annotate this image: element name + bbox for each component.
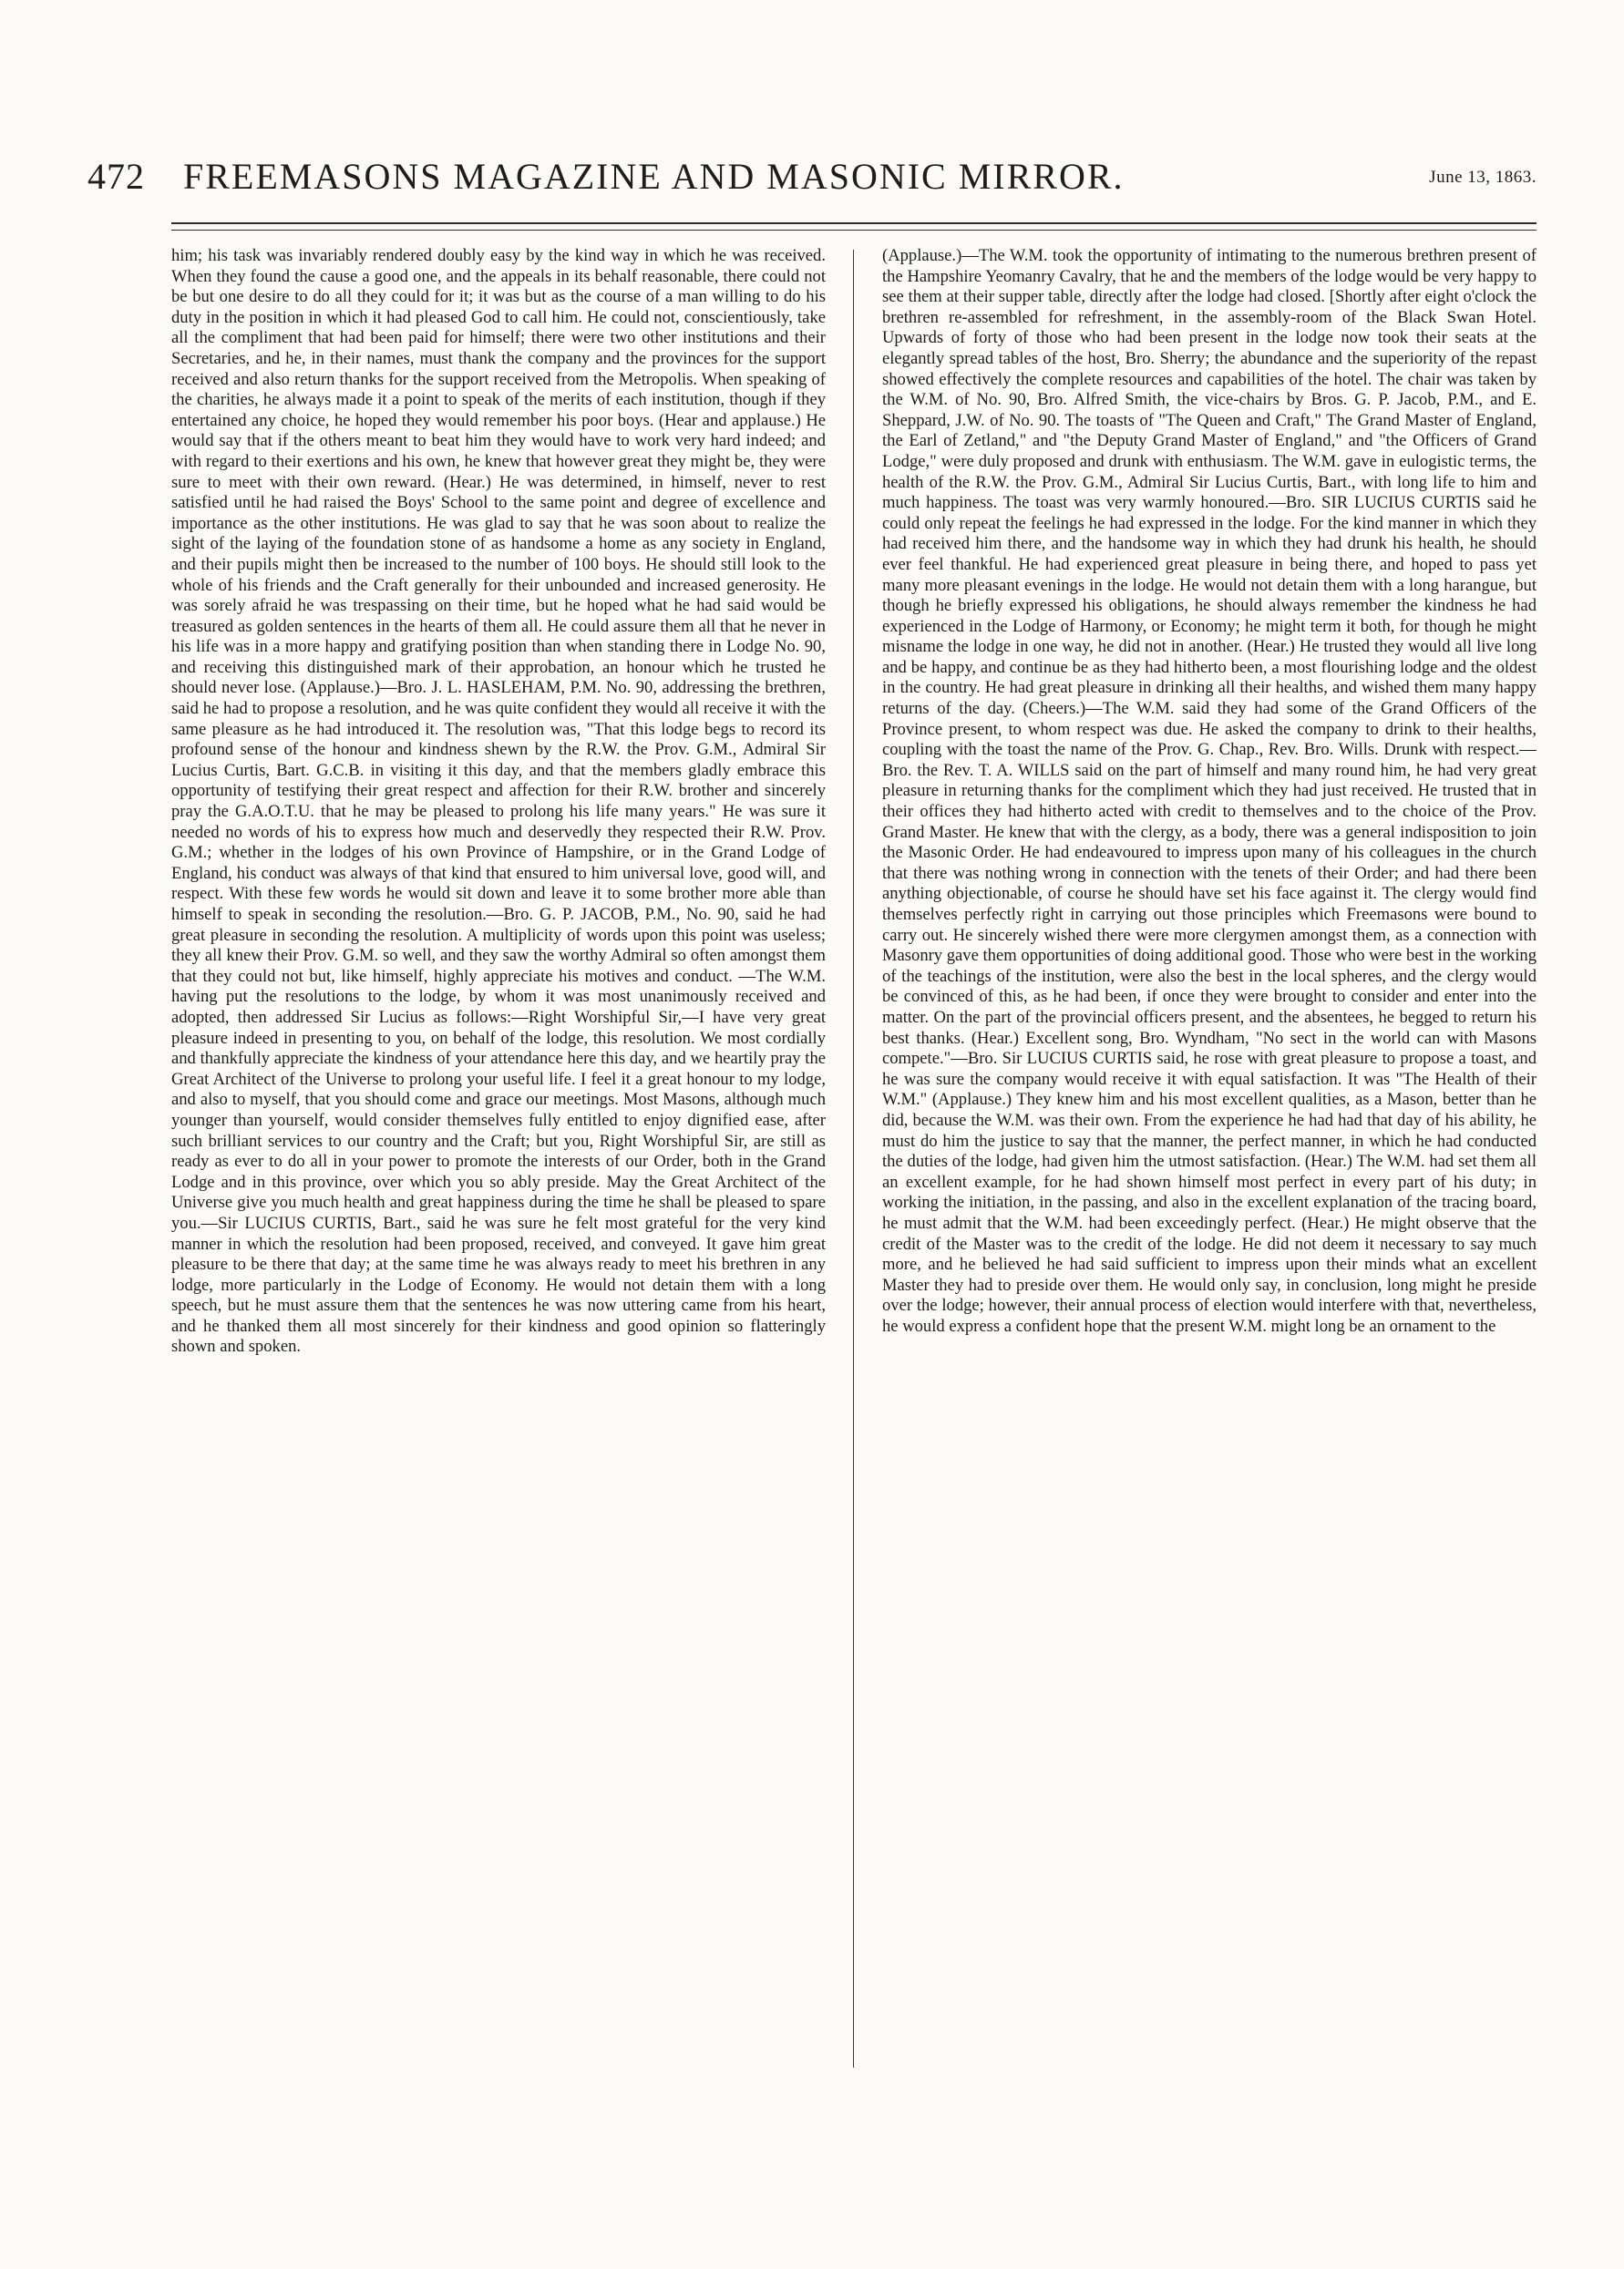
left-column-text: him; his task was invariably rendered doubly easy by the kind way in which he was received. When they found the cause a good one, and the appeals in its behalf reasonable, there could not be but one desire to do all they could for it; it was but as the course of a man willing to do his duty in the position in which it had pleased God to call him. He could not, conscientiously, take all the compliment that had been paid for himself; there were two other institutions and their Secretaries, and he, in their names, must thank the company and the provinces for the support received and also return thanks for the support received from the Metropolis. When speaking of the charities, he always made it a point to speak of the merits of each institution, though if they entertained any choice, he hoped they would remember his poor boys. (Hear and applause.) He would say that if the others meant to beat him they would have to work very hard indeed; and with regard to their exertions and his own, he knew that however great they might be, they were sure to meet with their own reward. (Hear.) He was determined, in himself, never to rest satisfied until he had raised the Boys' School to the same point and degree of excellence and importance as the other institutions. He was glad to say that he was soon about to realize the sight of the laying of the foundation stone of as handsome a home as any society in England, and their pupils might then be increased to the number of 100 boys. He should still look to the whole of his friends and the Craft generally for their unbounded and increased generosity. He was sorely afraid he was trespassing on their time, but he hoped what he had said would be treasured as golden sentences in the hearts of them all. He could assure them all that he never in his life was in a more happy and gratifying position than when standing there in Lodge No. 90, and receiving this distinguished mark of their approbation, an honour which he trusted he should never lose. (Applause.)—Bro. J. L. HASLEHAM, P.M. No. 90, addressing the brethren, said he had to propose a resolution, and he was quite confident they would all receive it with the same pleasure as he had introduced it. The resolution was, "That this lodge begs to record its profound sense of the honour and kindness shewn by the R.W. the Prov. G.M., Admiral Sir Lucius Curtis, Bart. G.C.B. in visiting it this day, and that the members gladly embrace this opportunity of testifying their great respect and affection for their R.W. brother and sincerely pray the G.A.O.T.U. that he may be pleased to prolong his life many years." He was sure it needed no words of his to express how much and deservedly they respected their R.W. Prov. G.M.; whether in the lodges of his own Province of Hampshire, or in the Grand Lodge of England, his conduct was always of that kind that ensured to him universal love, good will, and respect. With these few words he would sit down and leave it to some brother more able than himself to speak in seconding the resolution.—Bro. G. P. JACOB, P.M., No. 90, said he had great pleasure in seconding the resolution. A multiplicity of words upon this point was useless; they all knew their Prov. G.M. so well, and they saw the worthy Admiral so often amongst them that they could not but, like himself, highly appreciate his motives and conduct. —The W.M. having put the resolutions to the lodge, by whom it was most unanimously received and adopted, then addressed Sir Lucius as follows:—Right Worshipful Sir,—I have very great pleasure indeed in presenting to you, on behalf of the lodge, this resolution. We most cordially and thankfully appreciate the kindness of your attendance here this day, and we heartily pray the Great Architect of the Universe to prolong your useful life. I feel it a great honour to my lodge, and also to myself, that you should come and grace our meetings. Most Masons, although much younger than yourself, would consider themselves fully entitled to enjoy dignified ease, after such brilliant services to our country and the Craft; but you, Right Worshipful Sir, are still as ready as ever to do all in your power to promote the interests of our Order, both in the Grand Lodge and in this province, over which you so ably preside. May the Great Architect of the Universe give you much health and great happiness during the time he shall be pleased to spare you.—Sir LUCIUS CURTIS, Bart., said he was sure he felt most grateful for the very kind manner in which the resolution had been proposed, received, and conveyed. It gave him great pleasure to be there that day; at the same time he was always ready to meet his brethren in any lodge, more particularly in the Lodge of Economy. He would not detain them with a long speech, but he must assure them that the sentences he was now uttering came from his heart, and he thanked them all most sincerely for their kindness and good opinion so flatteringly shown and spoken. [171,246,826,1357]
article-body [171,246,1537,2078]
right-column-text: (Applause.)—The W.M. took the opportunity of intimating to the numerous brethren present of the Hampshire Yeomanry Cavalry, that he and the members of the lodge would be very happy to see them at their supper table, directly after the lodge had closed. [Shortly after eight o'clock the brethren re-assembled for refreshment, in the assembly-room of the Black Swan Hotel. Upwards of forty of those who had been present in the lodge now took their seats at the elegantly spread tables of the host, Bro. Sherry; the abundance and the superiority of the repast showed effectively the complete resources and capabilities of the hotel. The chair was taken by the W.M. of No. 90, Bro. Alfred Smith, the vice-chairs by Bros. G. P. Jacob, P.M., and E. Sheppard, J.W. of No. 90. The toasts of "The Queen and Craft," The Grand Master of England, the Earl of Zetland," and "the Deputy Grand Master of England," and "the Officers of Grand Lodge," were duly proposed and drunk with enthusiasm. The W.M. gave in eulogistic terms, the health of the R.W. the Prov. G.M., Admiral Sir Lucius Curtis, Bart., with long life to him and much happiness. The toast was very warmly honoured.—Bro. SIR LUCIUS CURTIS said he could only repeat the feelings he had expressed in the lodge. For the kind manner in which they had received him there, and the handsome way in which they had drunk his health, he should ever feel thankful. He had experienced great pleasure in being there, and hoped to pass yet many more pleasant evenings in the lodge. He would not detain them with a long harangue, but though he briefly expressed his obligations, he should always remember the kindness he had experienced in the Lodge of Harmony, or Economy; he might term it both, for though he might misname the lodge in one way, he did not in another. (Hear.) He trusted they would all live long and be happy, and continue be as they had hitherto been, a most flourishing lodge and the oldest in the country. He had great pleasure in drinking all their healths, and wished them many happy returns of the day. (Cheers.)—The W.M. said they had some of the Grand Officers of the Province present, to whom respect was due. He asked the company to drink to their healths, coupling with the toast the name of the Prov. G. Chap., Rev. Bro. Wills. Drunk with respect.—Bro. the Rev. T. A. WILLS said on the part of himself and many round him, he had very great pleasure in returning thanks for the compliment which they had just received. He trusted that in their offices they had hitherto acted with credit to themselves and to the choice of the Prov. Grand Master. He knew that with the clergy, as a body, there was a general indisposition to join the Masonic Order. He had endeavoured to impress upon many of his colleagues in the church that there was nothing wrong in connection with the tenets of their Order; and had there been anything objectionable, of course he should have set his face against it. The clergy would find themselves perfectly right in carrying out those principles which Freemasons were bound to carry out. He sincerely wished there were more clergymen amongst them, as a connection with Masonry gave them opportunities of doing additional good. Those who were best in the working of the teachings of the institution, were also the best in the local spheres, and the clergy would be convinced of this, as he had been, if once they were brought to consider and enter into the matter. On the part of the provincial officers present, and the absentees, he begged to return his best thanks. (Hear.) Excellent song, Bro. Wyndham, "No sect in the world can with Masons compete."—Bro. Sir LUCIUS CURTIS said, he rose with great pleasure to propose a toast, and he was sure the company would receive it with equal satisfaction. It was "The Health of their W.M." (Applause.) They knew him and his most excellent qualities, as a Mason, better than he did, because the W.M. was their own. From the experience he had had that day of his ability, he must do him the justice to say that the manner, the perfect manner, in which he had conducted the duties of the lodge, had given him the utmost satisfaction. (Hear.) The W.M. had set them all an excellent example, for he had shown himself most perfect in every part of his duty; in working the initiation, in the passing, and also in the excellent explanation of the tracing board, he must admit that the W.M. had been exceedingly perfect. (Hear.) He might observe that the credit of the Master was to the credit of the lodge. He did not deem it necessary to say much more, and he believed he had said sufficient to impress upon their minds what an excellent Master they had to preside over them. He would only say, in conclusion, long might he preside over the lodge; however, their annual process of election would interfere with that, nevertheless, he would express a confident hope that the present W.M. might long be an ornament to the [882,246,1537,1336]
issue-date: June 13, 1863. [1429,168,1537,187]
page-header [87,155,1537,210]
header-rule [171,222,1537,224]
left-column [171,246,826,2078]
masthead-title: FREEMASONS MAGAZINE AND MASONIC MIRROR. [183,156,1125,197]
right-column [882,246,1537,2078]
column-divider [853,250,854,2068]
header-rule-thin [171,230,1537,231]
page-number: 472 [87,156,145,197]
